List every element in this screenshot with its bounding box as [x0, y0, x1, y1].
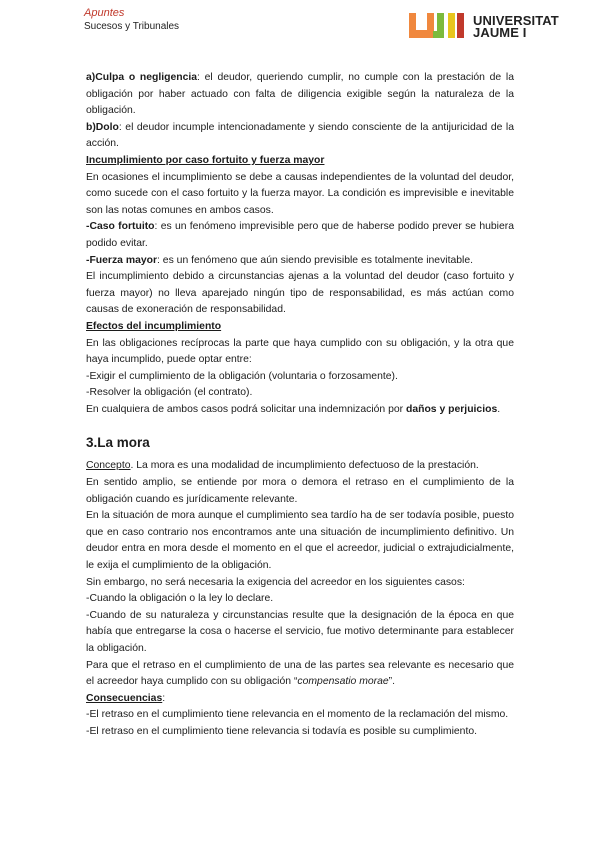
page-header — [84, 6, 179, 33]
list-item: -El retraso en el cumplimiento tiene relevancia en el momento de la reclamación del mismo. — [86, 709, 509, 721]
term-label: -Fuerza mayor — [86, 254, 158, 266]
paragraph: Para que el retraso en el cumplimiento de una de las partes sea relevante es necesario que el acreedor haya cumplido con su obligación “compensatio morae”. — [86, 659, 514, 688]
term-label: Consecuencias — [86, 692, 163, 704]
term-label: -Caso fortuito — [86, 221, 155, 233]
logo-wordmark — [473, 15, 559, 39]
logo-line-2: JAUME I — [473, 25, 527, 40]
logo-line-1: UNIVERSITAT — [473, 13, 559, 28]
subject-title: Sucesos y Tribunales — [84, 21, 180, 32]
paragraph: Consecuencias: — [86, 692, 166, 704]
paragraph: El incumplimiento debido a circunstancias ajenas a la voluntad del deudor (caso fortuito y fuerza mayor) no lleva aparejado ningún tipo de responsabilidad, es más actúan como causas de exoneración de responsabilidad. — [86, 271, 514, 316]
paragraph: En las obligaciones recíprocas la parte que haya cumplido con su obligación, y la otra que haya incumplido, puede optar entre: — [86, 337, 514, 366]
list-item: -Cuando la obligación o la ley lo declare. — [86, 593, 274, 605]
paragraph: -Caso fortuito: es un fenómeno imprevisible pero que de haberse podido prever se hubiera podido evitar. — [86, 221, 514, 249]
uji-logo-icon — [409, 13, 467, 41]
list-item: -Cuando de su naturaleza y circunstancias resulte que la designación de la época en que había que entregarse la cosa o hacerse el servicio, fue motivo determinante para establecer la obligación. — [86, 609, 514, 654]
section-title: 3.La mora — [86, 435, 150, 451]
term-label: a)Culpa o negligencia — [86, 72, 198, 83]
term-label: Concepto — [86, 460, 131, 472]
university-logo — [409, 13, 559, 41]
subheading: Efectos del incumplimiento — [86, 320, 222, 332]
list-item: -Resolver la obligación (el contrato). — [86, 387, 253, 399]
term-label: b)Dolo — [86, 121, 119, 133]
paragraph: Sin embargo, no será necesaria la exigencia del acreedor en los siguientes casos: — [86, 576, 465, 588]
paragraph: a)Culpa o negligencia: el deudor, queriendo cumplir, no cumple con la prestación de la obligación por haber actuado con falta de diligencia exigible según la naturaleza de la obligación. — [86, 72, 514, 117]
list-item: -Exigir el cumplimiento de la obligación (voluntaria o forzosamente). — [86, 370, 398, 382]
paragraph: En sentido amplio, se entiende por mora o demora el retraso en el cumplimiento de la obligación cuando es jurídicamente relevante. — [86, 477, 514, 505]
subheading: Incumplimiento por caso fortuito y fuerza mayor — [86, 154, 325, 166]
paragraph: En cualquiera de ambos casos podrá solicitar una indemnización por daños y perjuicios. — [86, 403, 501, 415]
list-item: -El retraso en el cumplimiento tiene relevancia si todavía es posible su cumplimiento. — [86, 725, 477, 737]
paragraph: En ocasiones el incumplimiento se debe a causas independientes de la voluntad del deudor, como sucede con el caso fortuito y la fuerza mayor. La condición es imprevisible e inevitable son las notas comunes en ambos casos. — [86, 171, 514, 216]
paragraph: En la situación de mora aunque el cumplimiento sea tardío ha de ser todavía posible, puesto que en caso contrario nos encontramos ante una situación de incumplimiento definitivo. Un deudor entra en mora desde el momento en el que el acreedor, judicial o extrajudicialmente, le exija el cumplimiento de la obligación. — [86, 510, 514, 572]
paragraph: Concepto. La mora es una modalidad de incumplimiento defectuoso de la prestación. — [86, 460, 479, 472]
document-body — [86, 70, 514, 741]
paragraph: -Fuerza mayor: es un fenómeno que aún siendo previsible es totalmente inevitable. — [86, 254, 473, 266]
notes-label: Apuntes — [84, 7, 125, 19]
paragraph: b)Dolo: el deudor incumple intencionadamente y siendo consciente de la antijuricidad de la acción. — [86, 121, 514, 150]
